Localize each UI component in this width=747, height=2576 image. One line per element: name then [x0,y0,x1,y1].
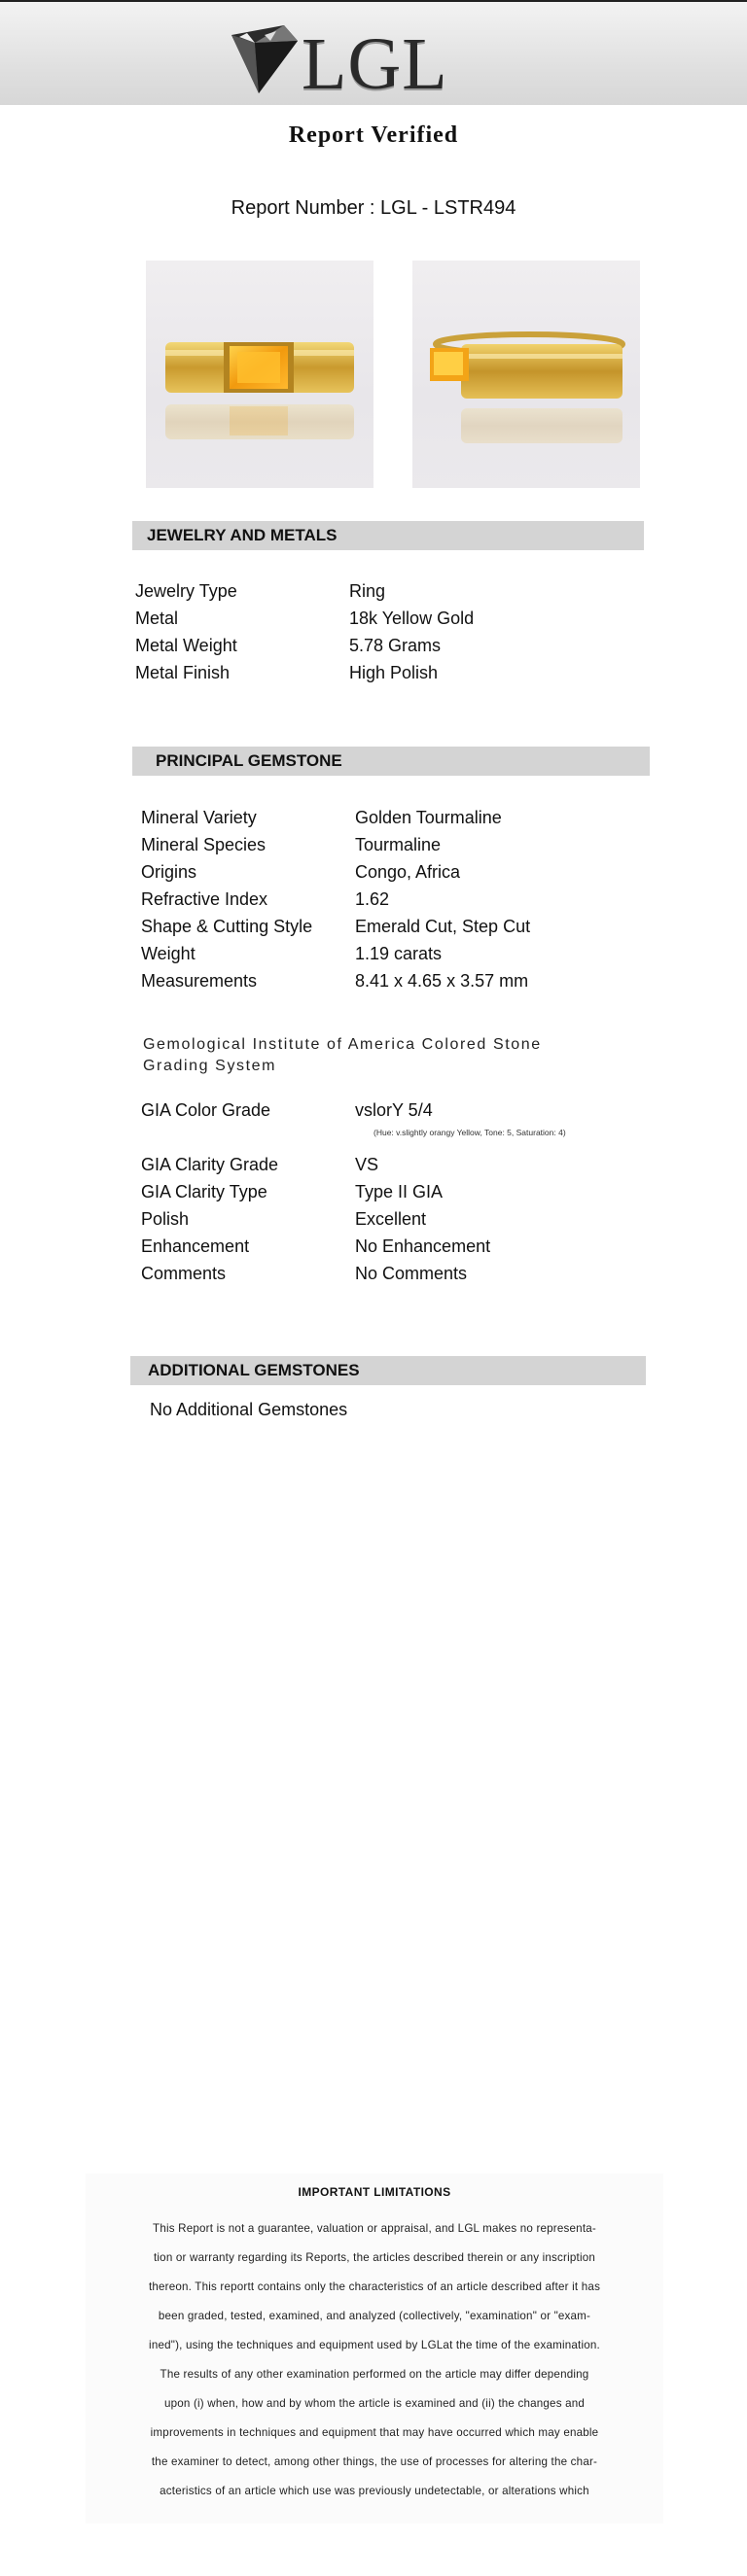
detail-label: Jewelry Type [135,581,237,601]
detail-value: Ring [349,581,386,601]
grading-system-name: Gemological Institute of America Colored Stone Grading System [143,1036,542,1074]
logo-text: LGL [302,23,448,105]
detail-label: Mineral Species [141,835,267,854]
detail-label: GIA Clarity Grade [141,1155,279,1174]
detail-value: VS [355,1155,379,1174]
detail-value: Golden Tourmaline [355,808,502,827]
limitations-line: upon (i) when, how and by whom the article is examined and (ii) the changes and [163,2397,586,2410]
detail-value: vslorY 5/4 [355,1100,433,1120]
diamond-logo-icon [226,19,303,97]
detail-label: Refractive Index [141,889,268,909]
detail-label: Origins [141,862,197,882]
detail-value: 1.19 carats [355,944,443,963]
header-bar [0,0,747,105]
detail-value: No Enhancement [355,1236,491,1256]
detail-label: Metal Weight [135,636,237,655]
detail-label: GIA Clarity Type [141,1182,267,1201]
detail-value: No Comments [355,1264,468,1283]
detail-value: High Polish [349,663,439,682]
detail-label: Metal Finish [135,663,231,682]
detail-value: Congo, Africa [355,862,461,882]
detail-label: Metal [135,609,179,628]
detail-value: Tourmaline [355,835,442,854]
color-grade-note: (Hue: v.slightly orangy Yellow, Tone: 5, Saturation: 4) [374,1128,566,1137]
detail-label: Mineral Variety [141,808,257,827]
limitations-line: tion or warranty regarding its Reports, the articles described therein or any inscription [153,2251,596,2264]
detail-label: Weight [141,944,196,963]
limitations-line: been graded, tested, examined, and analyzed (collectively, "examination" or "exam- [158,2310,591,2322]
ring-side-photo [412,261,640,488]
detail-label: Comments [141,1264,227,1283]
limitations-title: IMPORTANT LIMITATIONS [298,2185,451,2199]
detail-label: Polish [141,1209,190,1229]
detail-value: 18k Yellow Gold [349,609,475,628]
limitations-line: thereon. This reportt contains only the characteristics of an article described after it has [148,2280,601,2293]
principal-section-header: PRINCIPAL GEMSTONE [132,747,650,776]
detail-value: Emerald Cut, Step Cut [355,917,531,936]
report-title: Report Verified [288,122,459,148]
detail-value: Excellent [355,1209,427,1229]
limitations-line: acteristics of an article which use was previously undetectable, or alterations which [160,2485,589,2497]
ring-front-photo [146,261,374,488]
limitations-line: The results of any other examination performed on the article may differ depending [160,2368,589,2381]
detail-label: Enhancement [141,1236,250,1256]
important-limitations [86,2174,663,2524]
limitations-line: improvements in techniques and equipment that may have occurred which may enable [150,2426,599,2439]
additional-section-header: ADDITIONAL GEMSTONES [130,1356,646,1385]
detail-value: Type II GIA [355,1182,444,1201]
detail-value: 1.62 [355,889,390,909]
limitations-line: ined"), using the techniques and equipment used by LGLat the time of the examination. [149,2339,600,2351]
additional-gemstones-text: No Additional Gemstones [150,1400,348,1419]
detail-value: 8.41 x 4.65 x 3.57 mm [355,971,529,991]
detail-label: GIA Color Grade [141,1100,271,1120]
detail-value: 5.78 Grams [349,636,442,655]
detail-label: Measurements [141,971,258,991]
limitations-line: the examiner to detect, among other things, the use of processes for altering the char- [151,2455,598,2468]
jewelry-section-header: JEWELRY AND METALS [132,521,644,550]
lgl-logo[interactable] [226,17,479,105]
detail-label: Shape & Cutting Style [141,917,313,936]
limitations-line: This Report is not a guarantee, valuation or appraisal, and LGL makes no representa- [153,2222,596,2235]
report-number: Report Number : LGL - LSTR494 [231,197,516,219]
